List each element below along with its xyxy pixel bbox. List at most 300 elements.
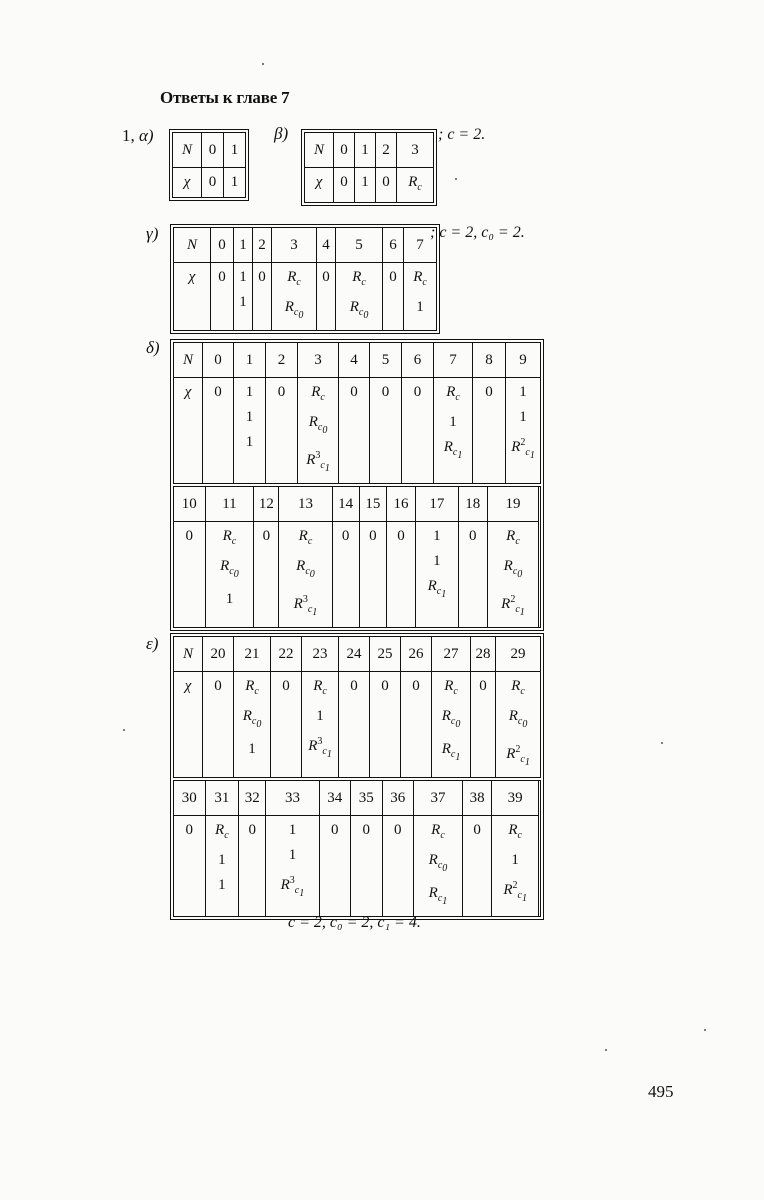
table-cell <box>211 263 234 331</box>
table-cell <box>473 343 506 378</box>
cell-entry: $R_c$ <box>352 269 366 288</box>
scan-speck <box>661 742 663 744</box>
table-gamma <box>173 227 437 331</box>
table-cell <box>496 637 541 672</box>
table-cell <box>205 522 254 628</box>
table-cell <box>397 168 434 203</box>
cell-entry: 10 <box>181 496 197 512</box>
cell-entry: 1 <box>519 384 527 400</box>
cell-entry: χ <box>183 174 191 190</box>
epsilon-label: ε) <box>146 634 159 653</box>
table-cell <box>173 133 202 168</box>
table-cell <box>174 378 203 486</box>
table-cell <box>279 522 332 628</box>
cell-entry: 0 <box>350 678 358 694</box>
cell-entry: 1 <box>316 708 324 724</box>
cell-entry: 0 <box>214 678 222 694</box>
table-cell <box>272 228 317 263</box>
table-cell <box>305 168 334 203</box>
cell-entry: N <box>182 646 193 662</box>
cell-entry: 24 <box>346 646 362 662</box>
cell-entry: 39 <box>507 790 523 806</box>
cell-entry: 22 <box>278 646 294 662</box>
cell-entry: 0 <box>262 528 271 544</box>
cell-entry: 7 <box>449 352 457 368</box>
table-alpha <box>172 132 246 198</box>
table-cell <box>174 637 203 672</box>
cell-entry: 2 <box>277 352 286 368</box>
table-cell <box>202 133 224 168</box>
table-cell <box>174 522 206 628</box>
cell-entry: χ <box>184 384 192 400</box>
cell-entry: $R_c$ <box>222 528 237 547</box>
second-block-container <box>174 779 541 917</box>
cell-entry: $R_c$ <box>215 822 229 841</box>
table-cell <box>332 522 359 628</box>
page-number: 495 <box>648 1082 674 1101</box>
table-cell <box>174 816 206 917</box>
cell-entry: 0 <box>340 142 348 158</box>
cell-entry: 0 <box>214 384 222 400</box>
cell-entry: $R^3_{c_1}$ <box>308 736 332 760</box>
cell-entry: 3 <box>411 142 419 158</box>
table-cell <box>355 133 376 168</box>
table-cell <box>386 487 415 522</box>
table-cell <box>174 672 203 780</box>
table-cell <box>332 487 359 522</box>
table-value-row <box>174 263 437 331</box>
table-header-row <box>305 133 434 168</box>
table-cell <box>458 522 487 628</box>
cell-entry: $R_{c_1}$ <box>443 439 463 461</box>
cell-entry: 1 <box>245 434 254 450</box>
table-cell <box>359 487 386 522</box>
table-cell <box>336 228 383 263</box>
table-header-row <box>174 343 541 378</box>
epsilon-note: c = 2, c₀ = 2, c₁ = 4. <box>288 914 421 931</box>
second-block-table <box>174 486 540 628</box>
cell-entry: 30 <box>181 790 197 806</box>
cell-entry: $R_c$ <box>313 678 327 697</box>
table-cell <box>383 228 404 263</box>
table-cell <box>402 343 434 378</box>
cell-entry: 23 <box>312 646 328 662</box>
table-cell <box>272 263 317 331</box>
cell-entry: 25 <box>377 646 393 662</box>
table-value-row <box>173 168 246 198</box>
table-cell <box>266 378 298 486</box>
cell-entry: $R_{c_0}$ <box>508 708 528 730</box>
table-cell <box>205 781 239 816</box>
table-cell <box>336 263 383 331</box>
table-cell <box>432 672 471 780</box>
cell-entry: 35 <box>358 790 374 806</box>
table-cell <box>351 816 383 917</box>
table-header-row <box>174 637 541 672</box>
table-beta <box>304 132 434 203</box>
cell-entry: 0 <box>485 384 493 400</box>
cell-entry: 34 <box>327 790 343 806</box>
table-cell <box>234 637 271 672</box>
cell-entry: 1 <box>519 409 527 425</box>
table-delta <box>173 342 541 628</box>
cell-entry: 3 <box>314 352 322 368</box>
table-cell <box>339 672 370 780</box>
problem-label <box>122 126 154 146</box>
cell-entry: 0 <box>218 269 226 285</box>
cell-entry: 18 <box>465 496 481 512</box>
cell-entry: 36 <box>390 790 406 806</box>
cell-entry: 33 <box>284 790 300 806</box>
table-cell <box>370 637 401 672</box>
table-cell <box>317 263 336 331</box>
cell-entry: $R_c$ <box>506 528 520 547</box>
scan-speck <box>605 1049 607 1051</box>
table-cell <box>487 522 538 628</box>
cell-entry: 1 <box>239 237 247 253</box>
cell-entry: 1 <box>248 741 256 757</box>
table-cell <box>203 637 234 672</box>
cell-entry: χ <box>188 269 196 285</box>
table-cell <box>319 816 351 917</box>
table-cell <box>414 816 463 917</box>
table-cell <box>434 378 473 486</box>
table-cell <box>305 133 334 168</box>
cell-entry: 0 <box>341 528 350 544</box>
table-cell <box>382 816 414 917</box>
table-header-row <box>174 228 437 263</box>
table-cell <box>279 487 332 522</box>
cell-entry: 0 <box>185 528 193 544</box>
table-cell <box>370 343 402 378</box>
cell-entry: $R_c$ <box>508 822 522 841</box>
table-cell <box>506 343 541 378</box>
table-cell <box>351 781 383 816</box>
table-cell <box>205 816 239 917</box>
table-cell <box>203 672 234 780</box>
table-cell <box>254 522 279 628</box>
cell-entry: 0 <box>322 269 330 285</box>
table-cell <box>370 378 402 486</box>
table-cell <box>234 263 253 331</box>
second-block-row <box>174 485 541 628</box>
table-epsilon <box>173 636 541 917</box>
cell-entry: 1 <box>218 877 226 893</box>
table-cell <box>253 228 272 263</box>
cell-entry: 1 <box>416 299 424 315</box>
cell-entry: $R_c$ <box>444 678 458 697</box>
table-cell <box>174 263 211 331</box>
table-cell <box>203 343 234 378</box>
table-cell <box>239 781 266 816</box>
cell-entry: $R_c$ <box>446 384 460 403</box>
table-cell <box>298 378 339 486</box>
table-cell <box>319 781 351 816</box>
table-cell <box>302 637 339 672</box>
cell-entry: 1 <box>230 142 239 158</box>
table-cell <box>234 228 253 263</box>
table-value-row <box>174 378 541 486</box>
cell-entry: 20 <box>210 646 226 662</box>
cell-entry: 0 <box>389 269 397 285</box>
table-cell <box>234 672 271 780</box>
table-cell <box>471 637 496 672</box>
table-cell <box>397 133 434 168</box>
cell-entry: 4 <box>350 352 358 368</box>
table-cell <box>174 228 211 263</box>
cell-entry: $R_c$ <box>431 822 445 841</box>
alpha-label: α) <box>139 126 154 145</box>
second-block-table <box>174 780 540 917</box>
second-block-row <box>174 779 541 917</box>
cell-entry: 29 <box>510 646 526 662</box>
table-cell <box>487 487 538 522</box>
table-cell <box>458 487 487 522</box>
table-cell <box>205 487 254 522</box>
cell-entry: 13 <box>297 496 313 512</box>
cell-entry: 19 <box>505 496 521 512</box>
table-cell <box>432 637 471 672</box>
cell-entry: $R_c$ <box>287 269 301 288</box>
beta-label: β) <box>274 124 289 143</box>
cell-entry: 0 <box>381 678 389 694</box>
scan-speck <box>704 1029 706 1031</box>
scan-speck <box>455 178 457 180</box>
table-cell <box>339 637 370 672</box>
cell-entry: $R_{c_0}$ <box>308 414 328 436</box>
cell-entry: 1 <box>245 409 254 425</box>
cell-entry: $R_{c_0}$ <box>296 558 315 580</box>
cell-entry: 31 <box>214 790 230 806</box>
cell-entry: $R_c$ <box>408 174 422 193</box>
cell-entry: N <box>182 352 193 368</box>
cell-entry: χ <box>315 174 323 190</box>
table-cell <box>271 672 302 780</box>
cell-entry: 11 <box>222 496 237 512</box>
cell-entry: N <box>313 142 324 158</box>
table-header-row <box>173 133 246 168</box>
cell-entry: 1 <box>361 142 369 158</box>
cell-entry: 0 <box>412 678 420 694</box>
cell-entry: $R_c$ <box>511 678 525 697</box>
cell-entry: 37 <box>430 790 446 806</box>
table-cell <box>317 228 336 263</box>
table-cell <box>359 522 386 628</box>
table-cell <box>266 781 319 816</box>
table-cell <box>202 168 224 198</box>
cell-entry: 1 <box>245 352 254 368</box>
cell-entry: $R_c$ <box>245 678 259 697</box>
cell-entry: 0 <box>331 822 339 838</box>
table-cell <box>401 637 432 672</box>
cell-entry: 0 <box>479 678 487 694</box>
cell-entry: 0 <box>397 528 405 544</box>
cell-entry: $R^3_{c_1}$ <box>306 450 330 474</box>
cell-entry: $R_{c_0}$ <box>428 852 448 874</box>
cell-entry: $R_{c_0}$ <box>284 299 304 321</box>
table-cell <box>334 168 355 203</box>
table-cell <box>339 378 370 486</box>
table-cell <box>211 228 234 263</box>
beta-note: ; c = 2. <box>438 126 486 143</box>
table-cell <box>382 781 414 816</box>
table-cell <box>234 378 266 486</box>
cell-entry: 0 <box>468 528 477 544</box>
gamma-label: γ) <box>146 224 159 243</box>
table-cell <box>383 263 404 331</box>
table-value-row <box>174 672 541 780</box>
second-block-container <box>174 485 541 628</box>
cell-entry: 1 <box>433 528 441 544</box>
table-cell <box>416 487 458 522</box>
cell-entry: $R_{c_0}$ <box>441 708 461 730</box>
table-cell <box>302 672 339 780</box>
table-cell <box>203 378 234 486</box>
cell-entry: 1 <box>239 294 247 310</box>
table-cell <box>506 378 541 486</box>
cell-entry: 0 <box>214 352 222 368</box>
table-value-row <box>174 522 539 628</box>
table-cell <box>370 672 401 780</box>
cell-entry: 0 <box>350 384 358 400</box>
cell-entry: 0 <box>362 822 371 838</box>
cell-entry: $R_{c_1}$ <box>441 741 461 763</box>
cell-entry: 32 <box>244 790 260 806</box>
cell-entry: $R_{c_1}$ <box>428 885 448 907</box>
table-cell <box>402 378 434 486</box>
cell-entry: 21 <box>244 646 260 662</box>
table-cell <box>462 816 491 917</box>
cell-entry: 9 <box>519 352 527 368</box>
cell-entry: $R_c$ <box>311 384 325 403</box>
cell-entry: 6 <box>413 352 422 368</box>
table-value-row <box>305 168 434 203</box>
gamma-note: ; c = 2, c₀ = 2. <box>430 224 525 241</box>
cell-entry: 1 <box>433 553 441 569</box>
cell-entry: 0 <box>248 822 256 838</box>
cell-entry: 15 <box>365 496 381 512</box>
table-cell <box>298 343 339 378</box>
cell-entry: 27 <box>443 646 459 662</box>
cell-entry: 0 <box>208 142 217 158</box>
table-cell <box>253 263 272 331</box>
table-cell <box>496 672 541 780</box>
cell-entry: 26 <box>408 646 424 662</box>
cell-entry: 1 <box>218 852 226 868</box>
cell-entry: 16 <box>393 496 409 512</box>
table-cell <box>266 816 319 917</box>
table-cell <box>376 133 397 168</box>
cell-entry: 6 <box>389 237 397 253</box>
table-cell <box>174 781 206 816</box>
cell-entry: 5 <box>355 237 363 253</box>
cell-entry: 0 <box>394 822 402 838</box>
chapter-heading: Ответы к главе 7 <box>160 88 290 107</box>
cell-entry: 0 <box>258 269 266 285</box>
cell-entry: 38 <box>469 790 485 806</box>
table-cell <box>334 133 355 168</box>
cell-entry: $R_{c_1}$ <box>427 578 447 600</box>
table-cell <box>492 816 539 917</box>
table-cell <box>339 343 370 378</box>
table-cell <box>271 637 302 672</box>
cell-entry: $R^3_{c_1}$ <box>293 594 318 618</box>
cell-entry: χ <box>184 678 192 694</box>
table-cell <box>224 168 246 198</box>
cell-entry: 1 <box>449 414 457 430</box>
cell-entry: 8 <box>485 352 493 368</box>
cell-entry: 0 <box>381 384 390 400</box>
table-cell <box>224 133 246 168</box>
cell-entry: 1 <box>230 174 239 190</box>
cell-entry: 4 <box>322 237 330 253</box>
cell-entry: 7 <box>416 237 424 253</box>
table-cell <box>239 816 266 917</box>
cell-entry: N <box>181 142 192 158</box>
cell-entry: 14 <box>338 496 354 512</box>
cell-entry: 2 <box>258 237 266 253</box>
cell-entry: 0 <box>208 174 217 190</box>
table-cell <box>376 168 397 203</box>
table-header-row <box>174 487 539 522</box>
table-cell <box>266 343 298 378</box>
cell-entry: 1 <box>288 822 297 838</box>
table-header-row <box>174 781 539 816</box>
cell-entry: $R_c$ <box>298 528 313 547</box>
table-cell <box>386 522 415 628</box>
cell-entry: N <box>186 237 197 253</box>
cell-entry: 0 <box>185 822 193 838</box>
cell-entry: 2 <box>382 142 390 158</box>
scan-speck <box>123 729 125 731</box>
cell-entry: 0 <box>473 822 481 838</box>
cell-entry: $R^3_{c_1}$ <box>280 875 305 899</box>
cell-entry: $R_{c_0}$ <box>242 708 262 730</box>
cell-entry: $R_c$ <box>413 269 427 288</box>
cell-entry: 5 <box>381 352 390 368</box>
table-cell <box>414 781 463 816</box>
table-cell <box>234 343 266 378</box>
cell-entry: $R_{c_0}$ <box>349 299 369 321</box>
table-cell <box>174 343 203 378</box>
cell-entry: 0 <box>282 678 290 694</box>
table-cell <box>174 487 206 522</box>
cell-entry: 0 <box>382 174 390 190</box>
table-cell <box>434 343 473 378</box>
cell-entry: $R^2_{c_1}$ <box>511 437 535 461</box>
table-cell <box>401 672 432 780</box>
cell-entry: 28 <box>475 646 491 662</box>
cell-entry: 3 <box>290 237 298 253</box>
cell-entry: $R^2_{c_1}$ <box>506 744 530 768</box>
table-cell <box>462 781 491 816</box>
cell-entry: 0 <box>340 174 348 190</box>
table-cell <box>355 168 376 203</box>
delta-label: δ) <box>146 338 160 357</box>
cell-entry: $R^2_{c_1}$ <box>501 594 525 618</box>
table-cell <box>473 378 506 486</box>
cell-entry: 1 <box>288 847 297 863</box>
table-cell <box>416 522 458 628</box>
cell-entry: 12 <box>258 496 274 512</box>
cell-entry: 17 <box>429 496 445 512</box>
table-value-row <box>174 816 539 917</box>
cell-entry: $R_{c_0}$ <box>503 558 523 580</box>
cell-entry: $R^2_{c_1}$ <box>503 880 527 904</box>
table-cell <box>254 487 279 522</box>
cell-entry: 1 <box>239 269 247 285</box>
cell-entry: 1 <box>225 591 234 607</box>
